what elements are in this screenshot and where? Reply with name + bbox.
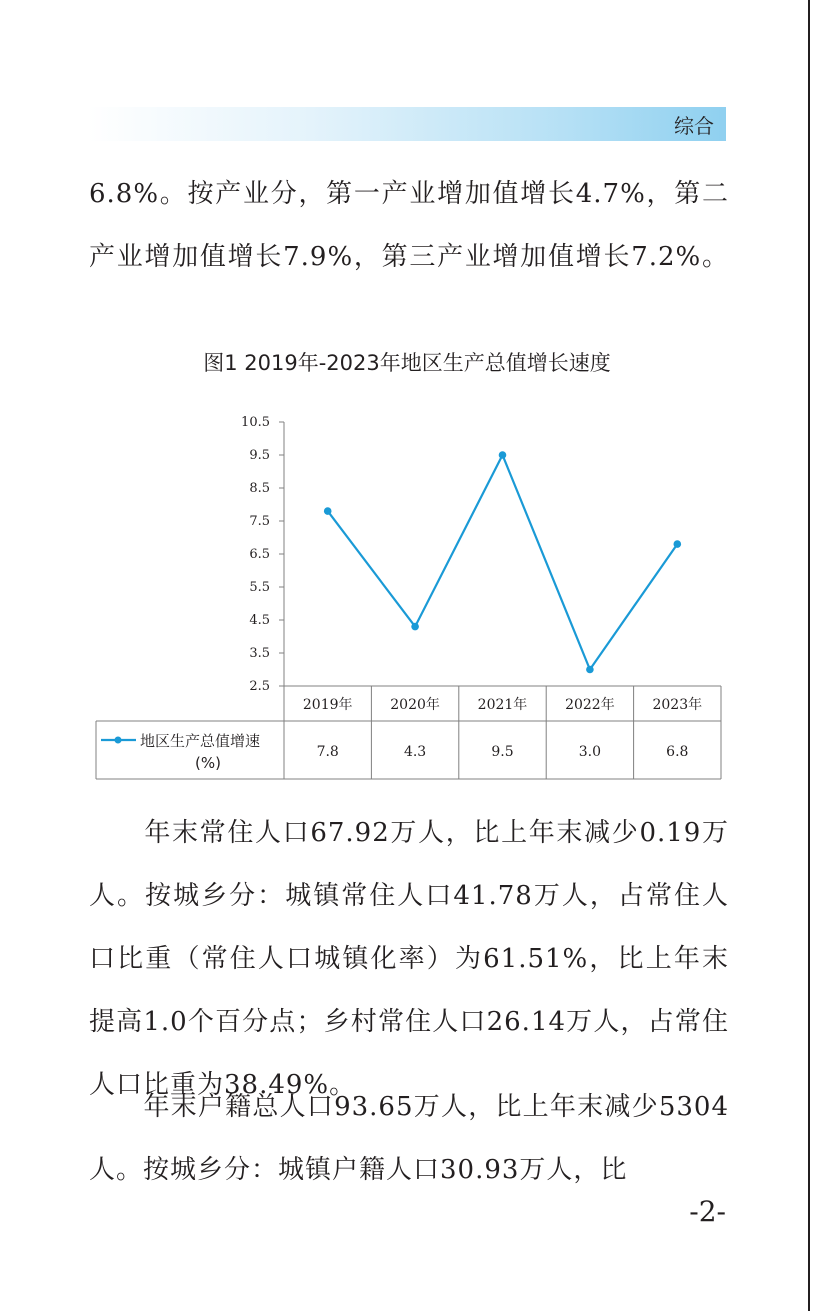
y-tick-label: 2.5 [249, 679, 270, 694]
x-category-label: 2021年 [477, 697, 528, 713]
y-tick-label: 8.5 [249, 481, 270, 496]
data-point [411, 623, 419, 631]
section-label: 综合 [674, 114, 714, 138]
data-point [499, 451, 507, 459]
data-point [674, 540, 682, 548]
series-line [328, 455, 678, 670]
series-line-group [324, 451, 681, 673]
x-category-label: 2022年 [565, 697, 615, 713]
y-tick-label: 10.5 [241, 415, 270, 430]
page-number: -2- [689, 1195, 726, 1228]
data-table-value: 6.8 [666, 744, 689, 760]
y-tick-label: 3.5 [249, 646, 270, 661]
x-category-label: 2019年 [302, 697, 353, 713]
legend-marker [115, 737, 122, 744]
x-category-label: 2020年 [390, 697, 440, 713]
legend-label: 地区生产总值增速 [140, 732, 261, 750]
gdp-growth-chart [0, 400, 814, 790]
data-point [324, 507, 332, 515]
data-table [96, 686, 721, 779]
x-category-label: 2023年 [652, 697, 703, 713]
data-table-value: 7.8 [316, 744, 339, 760]
y-tick-label: 7.5 [249, 514, 270, 529]
legend-unit: (%) [195, 754, 221, 772]
y-axis [241, 415, 284, 694]
y-tick-label: 4.5 [249, 613, 270, 628]
paragraph-registered-population: 年末户籍总人口93.65万人，比上年末减少5304人。按城乡分：城镇户籍人口30.93万人，比 [89, 1092, 729, 1185]
data-point [586, 666, 594, 674]
data-table-value: 9.5 [491, 744, 514, 760]
section-header-band [88, 107, 726, 141]
data-table-value: 3.0 [578, 744, 602, 760]
figure-title: 图1 2019年-2023年地区生产总值增长速度 [203, 351, 611, 375]
y-tick-label: 5.5 [249, 580, 270, 595]
data-table-value: 4.3 [403, 744, 427, 760]
paragraph-resident-population: 年末常住人口67.92万人，比上年末减少0.19万人。按城乡分：城镇常住人口41.78万人，占常住人口比重（常住人口城镇化率）为61.51%，比上年末提高1.0个百分点；乡村常住人口26.14万人，占常住人口比重为38.49%。 [89, 818, 729, 1100]
paragraph-gdp-growth: 6.8%。按产业分，第一产业增加值增长4.7%，第二产业增加值增长7.9%，第三产业增加值增长7.2%。 [89, 179, 729, 272]
y-tick-label: 6.5 [249, 547, 270, 562]
y-tick-label: 9.5 [249, 448, 270, 463]
